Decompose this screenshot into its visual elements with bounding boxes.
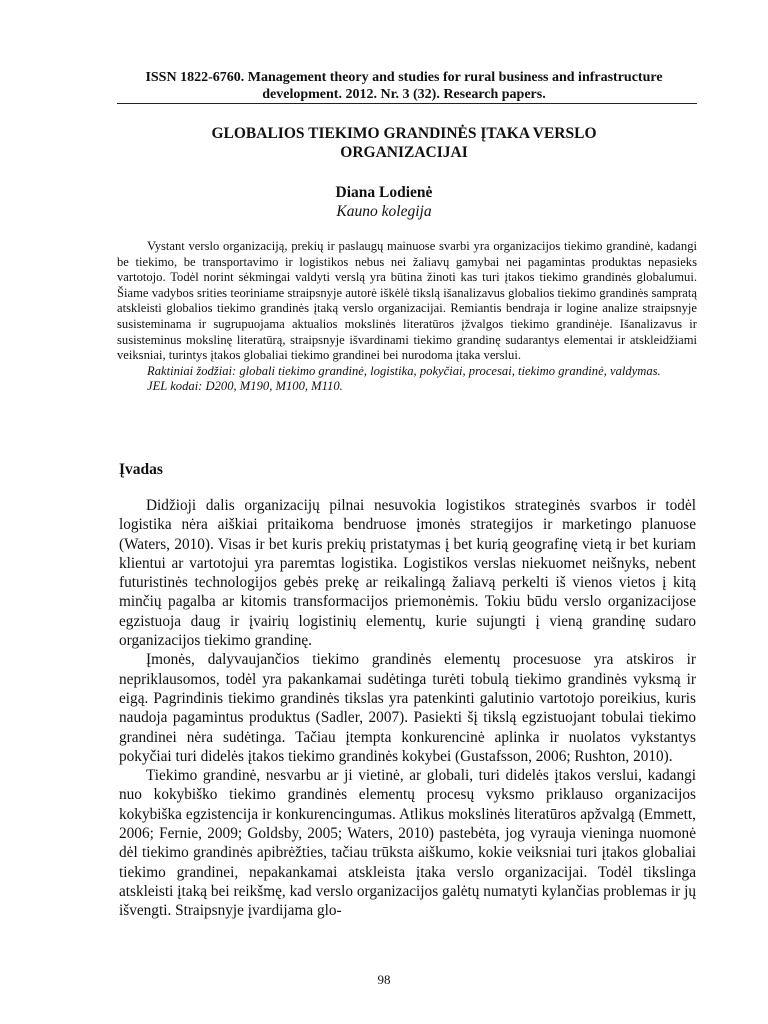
page-number: 98	[377, 972, 391, 987]
journal-header	[110, 69, 698, 103]
abstract	[117, 239, 697, 395]
paragraph: Įmonės, dalyvaujančios tiekimo grandinės elementų procesuose yra atskiros ir nepriklausomos, todėl yra pakankamai sudėtinga turėti tobulą tiekimo grandinės vyksmą ir eigą. Pagrindinis tiekimo grandinės tikslas yra patenkinti galutinio vartotojo poreikius, kuris naudoja pagamintus produktus (Sadler, 2007). Pasiekti šį tikslą egzistuojant tobulai tiekimo grandinei nėra sudėtinga. Tačiau įtempta konkurencinė aplinka ir nuolatos vykstantys pokyčiai turi didelės įtakos tiekimo grandinės kokybei (Gustafsson, 2006; Rushton, 2010).	[119, 651, 696, 765]
paragraph: Tiekimo grandinė, nesvarbu ar ji vietinė, ar globali, turi didelės įtakos verslui, kadangi nuo kokybiško tiekimo grandinės elementų procesų vyksmo priklauso organizacijos kokybiška egzistencija ir konkurencingumas. Atlikus mokslinės literatūros apžvalgą (Emmett, 2006; Fernie, 2009; Goldsby, 2005; Waters, 2010) pastebėta, jog vyrauja vieninga nuomonė dėl tiekimo grandinės apibrėžties, tačiau trūksta aiškumo, kokie veiksniai turi įtakos globaliai tiekimo grandinei, nepakankamai atskleista įtaka verslo organizacijai. Todėl tikslinga atskleisti įtaką bei reikšmę, kad verslo organizacijos galėtų numatyti kylančias problemas ir jų išvengti. Straipsnyje įvardijama glo-	[119, 767, 696, 920]
section-heading: Įvadas	[119, 461, 163, 478]
section-body	[119, 496, 696, 921]
jel-codes: JEL kodai: D200, M190, M100, M110.	[147, 379, 343, 394]
keywords: Raktiniai žodžiai: globali tiekimo grandinė, logistika, pokyčiai, procesai, tiekimo grandinė, valdymas.	[147, 363, 661, 378]
author-block	[110, 183, 658, 221]
header-divider	[117, 103, 697, 104]
journal-header-line-1: ISSN 1822-6760. Management theory and studies for rural business and infrastructure	[145, 70, 663, 85]
author-affiliation: Kauno kolegija	[336, 203, 432, 220]
author-name: Diana Lodienė	[335, 184, 433, 201]
article-title-line-2: ORGANIZACIJAI	[340, 144, 468, 161]
article-title-line-1: GLOBALIOS TIEKIMO GRANDINĖS ĮTAKA VERSLO	[211, 125, 597, 142]
journal-header-line-2: development. 2012. Nr. 3 (32). Research papers.	[262, 87, 546, 102]
article-title	[110, 124, 698, 162]
paragraph: Didžioji dalis organizacijų pilnai nesuvokia logistikos strateginės svarbos ir todėl logistika nėra aiškiai pritaikoma bendruose įmonės strategijos ir marketingo planuose (Waters, 2010). Visas ir bet kuris prekių pristatymas į bet kurią geografinę vietą ir bet kuriam klientui ar vartotojui yra paremtas logistika. Logistikos verslas niekuomet neišnyks, nebent futuristinės technologijos gebės prekę ar reikalingą žaliavą perkelti iš vienos vietos į kitą minčių pagalba ar kitomis transformacijos priemonėmis. Tokiu būdu verslo organizacijose egzistuoja daug ir įvairių logistinių elementų, kurie sujungti į vieną grandinę sudaro organizacijos tiekimo grandinę.	[119, 497, 696, 650]
abstract-text: Vystant verslo organizaciją, prekių ir paslaugų mainuose svarbi yra organizacijos tiekimo grandinė, kadangi be tiekimo, be transportavimo ir logistikos nebus nei žaliavų gamybai nei pagamintas produktas nepasieks vartotojo. Todėl norint sėkmingai valdyti verslą yra būtina žinoti kas turi įtakos tiekimo grandinės globalumui. Šiame vadybos srities teoriniame straipsnyje autorė iškėlė tikslą išanalizavus globalios tiekimo grandinės sampratą atskleisti globalios tiekimo grandinės įtaką verslo organizacijai. Remiantis bendraja ir logine analize straipsnyje susisteminama ir sugrupuojama aktualios mokslinės literatūros įžvalgos tiekimo grandinėje. Išanalizavus ir susisteminus mokslinę literatūrą, straipsnyje išvardinami tiekimo grandinę sudarantys elementai ir atskleidžiami veiksniai, turintys įtakos globaliai tiekimo grandinei bei nurodoma įtaka verslui.	[117, 239, 697, 363]
